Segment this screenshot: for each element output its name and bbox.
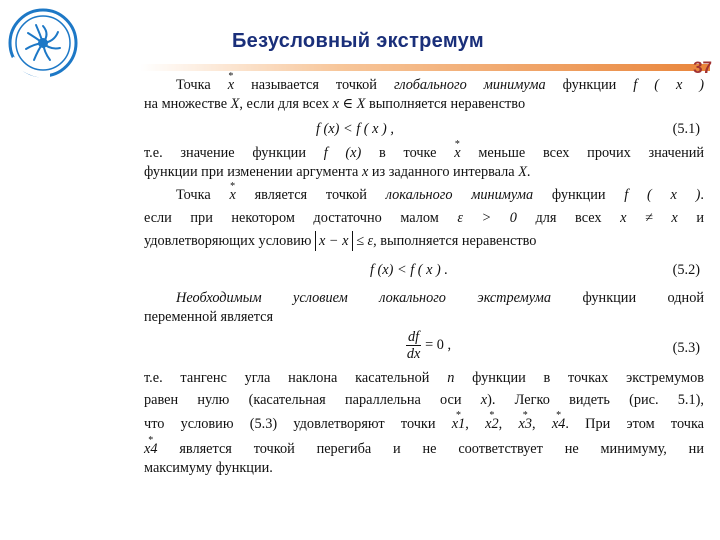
p1-line2: на множестве X, если для всех x ∈ X выполняется неравенство [144, 96, 526, 112]
equation-number: (5.1) [672, 121, 700, 137]
slide-body [144, 76, 704, 478]
fx: f ( x ) [633, 77, 705, 93]
local-min-term: локального минимума [385, 187, 534, 203]
p4-line2: переменной является [144, 309, 274, 325]
p4-line1: Необходимым условием локального экстремума функции одной [176, 290, 704, 306]
p5-line5: максимуму функции. [144, 460, 273, 476]
x-star: * x [228, 76, 234, 95]
p5-line3: что условию (5.3) удовлетворяют точки * x1, * x2, * x3, * x4. При этом точка [144, 415, 704, 434]
p3-line2: если при некотором достаточно малом ε > 0 для всех x ≠ x и [144, 210, 704, 226]
equation-5-2: f (x) < f ( x ) . (5.2) [370, 262, 700, 278]
p2-line2: функции при изменении аргумента x из заданного интервала X. [144, 164, 531, 180]
p5-line2: равен нулю (касательная параллельна оси x). Легко видеть (рис. 5.1), [144, 392, 704, 408]
necessary-condition-term: Необходимым условием локального экстремума [176, 290, 552, 306]
p5-line1: т.е. тангенс угла наклона касательной n функции в точках экстремумов [144, 370, 705, 386]
page-title: Безусловный экстремум [232, 30, 484, 52]
p1-line1: Точка * x называется точкой глобального минимума функции f ( x ) [144, 76, 704, 95]
equation-5-3: $\frac{df}{dx}$ = 0 , (5.3) [406, 329, 700, 362]
derivative-fraction: $\frac{df}{dx}$ [406, 329, 421, 362]
equation-number: (5.2) [672, 262, 700, 278]
accent-bar [140, 64, 710, 71]
equation-number: (5.3) [672, 340, 700, 356]
p2-line1: т.е. значение функции f (x) в точке * x меньше всех прочих значений [144, 144, 704, 163]
global-min-term: глобального минимума [393, 77, 546, 93]
page-number: 37 [693, 58, 712, 77]
equation-5-1: f (x) < f ( x ) , (5.1) [316, 121, 700, 137]
sun-logo-icon [6, 6, 80, 80]
p3-line3: удовлетворяющих условию x − x ≤ ε, выполняется неравенство [144, 233, 537, 249]
p5-line4: * x4 является точкой перегиба и не соответствует не минимуму, ни [144, 440, 704, 459]
abs-value: x − x [315, 231, 353, 251]
p3-line1: Точка * x является точкой локального минимума функции f ( x ). [144, 186, 704, 205]
